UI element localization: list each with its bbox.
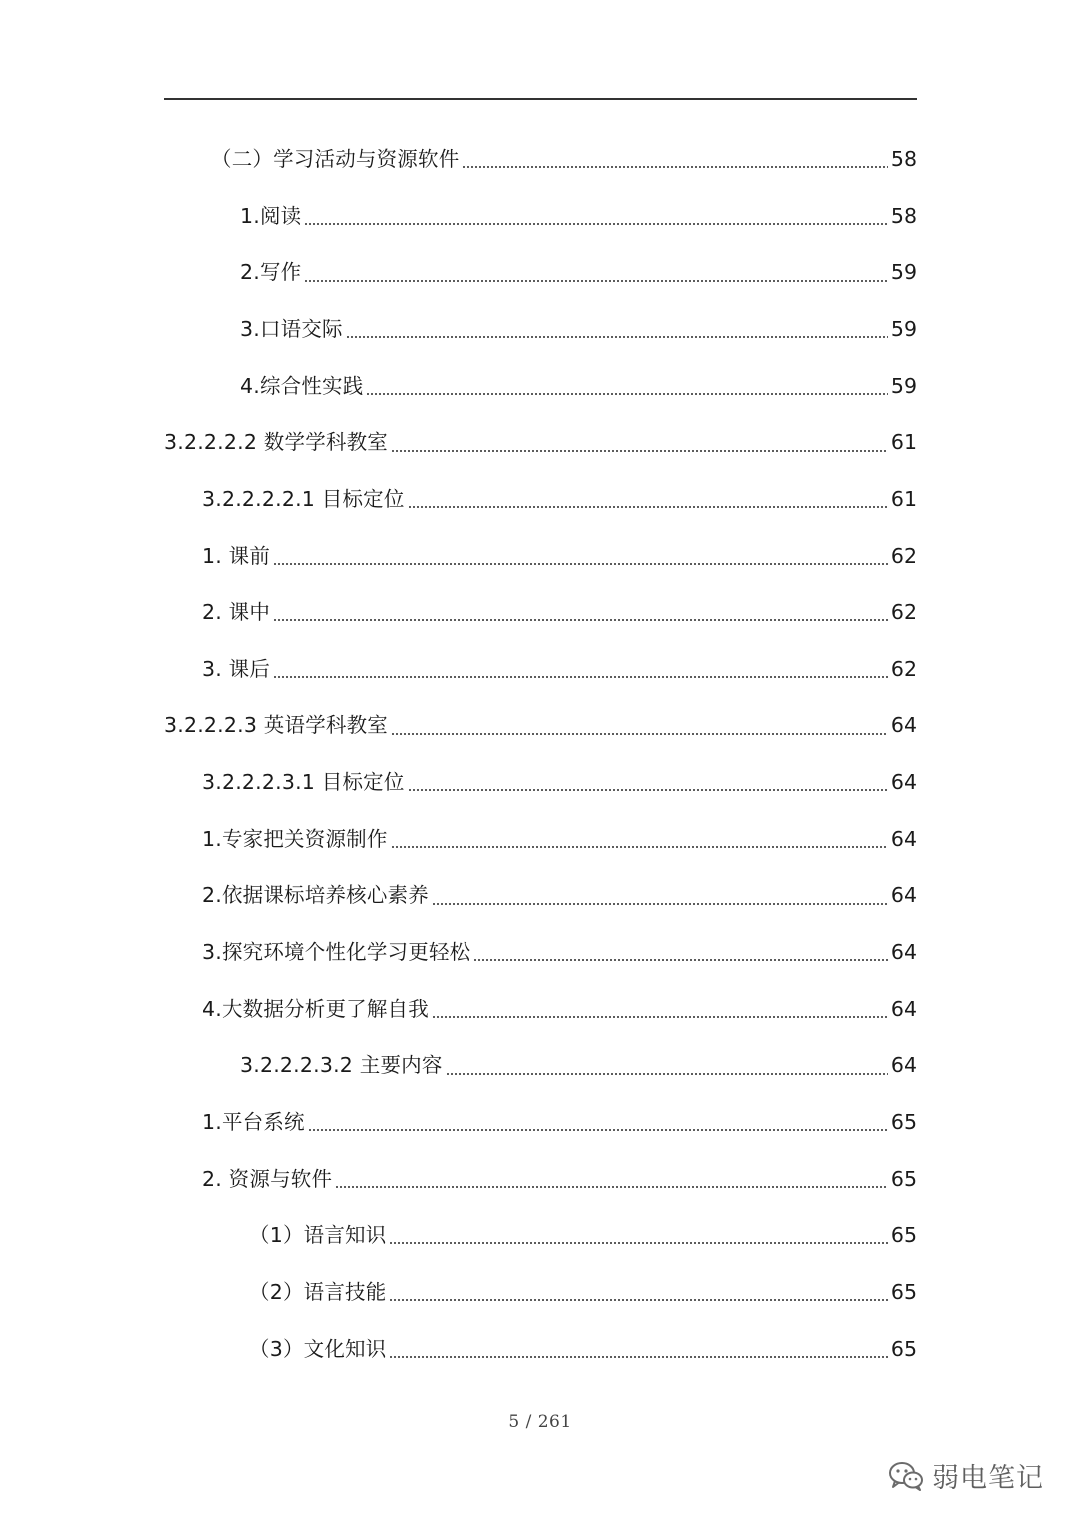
toc-entry-page-number: 62 [890,656,917,681]
toc-dot-leader [273,658,888,680]
toc-entry[interactable] [0,1320,1080,1377]
toc-entry[interactable] [0,1151,1080,1208]
toc-entry-title: 1.平台系统 [202,1109,305,1134]
watermark-text: 弱电笔记 [932,1463,1044,1494]
toc-entry-title: 3.2.2.2.3.1 目标定位 [202,770,405,795]
toc-entry[interactable] [0,358,1080,415]
toc-entry[interactable] [0,1207,1080,1264]
table-of-contents [0,131,1080,1377]
toc-entry-page-number: 64 [890,883,917,908]
toc-entry-title: 3.2.2.2.3.2 主要内容 [240,1053,443,1078]
toc-entry-title: 1. 课前 [202,543,271,568]
toc-entry[interactable] [0,811,1080,868]
toc-entry-title: 4.综合性实践 [240,373,364,398]
toc-entry[interactable] [0,981,1080,1038]
toc-dot-leader [432,885,888,907]
toc-dot-leader [304,205,888,227]
toc-entry-page-number: 58 [890,147,917,172]
page-number: 5 / 261 [508,1412,572,1432]
toc-entry-page-number: 61 [890,430,917,455]
toc-dot-leader [408,771,888,793]
watermark [888,1456,1044,1495]
toc-dot-leader [473,941,888,963]
toc-entry-page-number: 59 [890,316,917,341]
toc-entry-title: 4.大数据分析更了解自我 [202,996,429,1021]
toc-entry-title: 3.2.2.2.2 数学学科教室 [164,430,388,455]
toc-dot-leader [389,1281,887,1303]
toc-entry[interactable] [0,188,1080,245]
toc-entry[interactable] [0,697,1080,754]
toc-dot-leader [391,828,888,850]
toc-entry[interactable] [0,414,1080,471]
toc-entry[interactable] [0,131,1080,188]
toc-dot-leader [273,545,888,567]
toc-entry[interactable] [0,1094,1080,1151]
toc-entry-page-number: 59 [890,260,917,285]
toc-dot-leader [346,318,888,340]
toc-entry[interactable] [0,471,1080,528]
toc-dot-leader [308,1111,888,1133]
toc-dot-leader [408,488,888,510]
toc-dot-leader [335,1168,888,1190]
toc-entry-title: 3.2.2.2.2.1 目标定位 [202,486,405,511]
toc-dot-leader [391,715,888,737]
toc-entry-page-number: 65 [890,1279,917,1304]
toc-entry-page-number: 64 [890,1053,917,1078]
toc-entry[interactable] [0,301,1080,358]
toc-entry-title: 3.探究环境个性化学习更轻松 [202,940,471,965]
toc-entry[interactable] [0,754,1080,811]
toc-dot-leader [446,1055,888,1077]
toc-entry-page-number: 62 [890,600,917,625]
toc-entry-page-number: 64 [890,770,917,795]
toc-entry-page-number: 65 [890,1166,917,1191]
toc-entry-title: （2）语言技能 [249,1279,387,1304]
toc-dot-leader [432,998,888,1020]
toc-entry[interactable] [0,244,1080,301]
toc-entry-page-number: 65 [890,1109,917,1134]
toc-dot-leader [462,148,888,170]
header-rule [164,98,917,100]
toc-entry-title: 3. 课后 [202,656,271,681]
toc-entry-page-number: 65 [890,1336,917,1361]
toc-entry[interactable] [0,924,1080,981]
toc-entry-title: （二）学习活动与资源软件 [211,147,460,172]
toc-entry-page-number: 64 [890,713,917,738]
toc-dot-leader [391,432,888,454]
toc-entry-page-number: 64 [890,940,917,965]
toc-entry-title: 2. 资源与软件 [202,1166,333,1191]
toc-dot-leader [389,1338,887,1360]
toc-entry[interactable] [0,1037,1080,1094]
toc-entry[interactable] [0,584,1080,641]
toc-entry-page-number: 64 [890,996,917,1021]
toc-dot-leader [304,262,888,284]
toc-entry[interactable] [0,1264,1080,1321]
toc-entry-title: （3）文化知识 [249,1336,387,1361]
toc-entry[interactable] [0,527,1080,584]
toc-dot-leader [389,1224,887,1246]
toc-entry[interactable] [0,641,1080,698]
toc-entry-title: （1）语言知识 [249,1223,387,1248]
toc-dot-leader [273,601,888,623]
wechat-icon [888,1461,924,1491]
toc-entry-page-number: 62 [890,543,917,568]
toc-entry-page-number: 58 [890,203,917,228]
toc-entry-title: 3.2.2.2.3 英语学科教室 [164,713,388,738]
toc-entry-page-number: 64 [890,826,917,851]
toc-entry-title: 2.依据课标培养核心素养 [202,883,429,908]
toc-entry-page-number: 59 [890,373,917,398]
toc-entry-title: 2. 课中 [202,600,271,625]
toc-entry-page-number: 65 [890,1223,917,1248]
toc-entry-page-number: 61 [890,486,917,511]
toc-entry-title: 3.口语交际 [240,316,343,341]
toc-entry-title: 1.专家把关资源制作 [202,826,388,851]
toc-entry-title: 1.阅读 [240,203,302,228]
toc-dot-leader [366,375,887,397]
toc-entry[interactable] [0,867,1080,924]
toc-entry-title: 2.写作 [240,260,302,285]
